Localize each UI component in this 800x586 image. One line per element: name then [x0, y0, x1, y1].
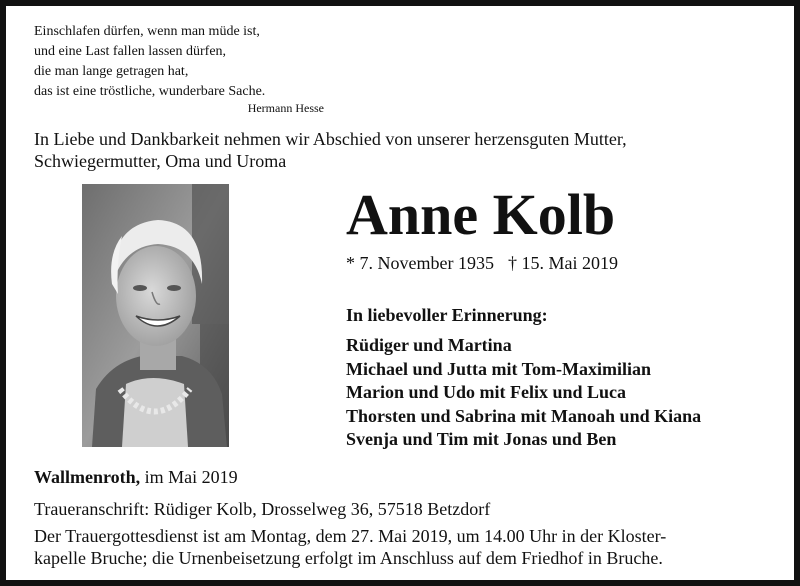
- family-member-line: Marion und Udo mit Felix und Luca: [346, 382, 627, 402]
- family-member-line: Rüdiger und Martina: [346, 335, 512, 355]
- poem-line: Einschlafen dürfen, wenn man müde ist,: [34, 24, 260, 39]
- mourning-address: Traueranschrift: Rüdiger Kolb, Drosselweg 36, 57518 Betzdorf: [34, 499, 491, 519]
- family-member-line: Michael und Jutta mit Tom-Maximilian: [346, 358, 652, 379]
- family-list: [346, 334, 701, 452]
- poem-block: [34, 22, 324, 116]
- intro-text: [34, 128, 774, 172]
- death-date: † 15. Mai 2019: [507, 253, 618, 273]
- service-line: Der Trauergottesdienst ist am Montag, dem 27. Mai 2019, um 14.00 Uhr in der Kloster-: [34, 526, 667, 546]
- poem-line: und eine Last fallen lassen dürfen,: [34, 44, 227, 59]
- portrait-image: [82, 184, 229, 447]
- memory-heading: In liebevoller Erinnerung:: [346, 305, 548, 325]
- poem-line: die man lange getragen hat,: [34, 64, 189, 79]
- family-member-line: Svenja und Tim mit Jonas und Ben: [346, 429, 617, 449]
- service-info: [34, 525, 774, 569]
- birth-date: * 7. November 1935: [346, 253, 494, 273]
- family-member-line: Thorsten und Sabrina mit Manoah und Kiana: [346, 405, 702, 426]
- place-month: im Mai 2019: [144, 467, 238, 487]
- poem-author: Hermann Hesse: [247, 101, 324, 115]
- portrait-photo: [82, 184, 229, 447]
- poem-line: das ist eine tröstliche, wunderbare Sache.: [34, 84, 266, 99]
- intro-line: Schwiegermutter, Oma und Uroma: [34, 151, 287, 171]
- place-city: Wallmenroth,: [34, 467, 141, 487]
- place-date: [34, 466, 238, 488]
- deceased-name: Anne Kolb: [346, 182, 616, 247]
- life-dates: [346, 252, 618, 274]
- service-line: kapelle Bruche; die Urnenbeisetzung erfolgt im Anschluss auf dem Friedhof in Bruche.: [34, 548, 663, 568]
- intro-line: In Liebe und Dankbarkeit nehmen wir Abschied von unserer herzensguten Mutter,: [34, 129, 627, 149]
